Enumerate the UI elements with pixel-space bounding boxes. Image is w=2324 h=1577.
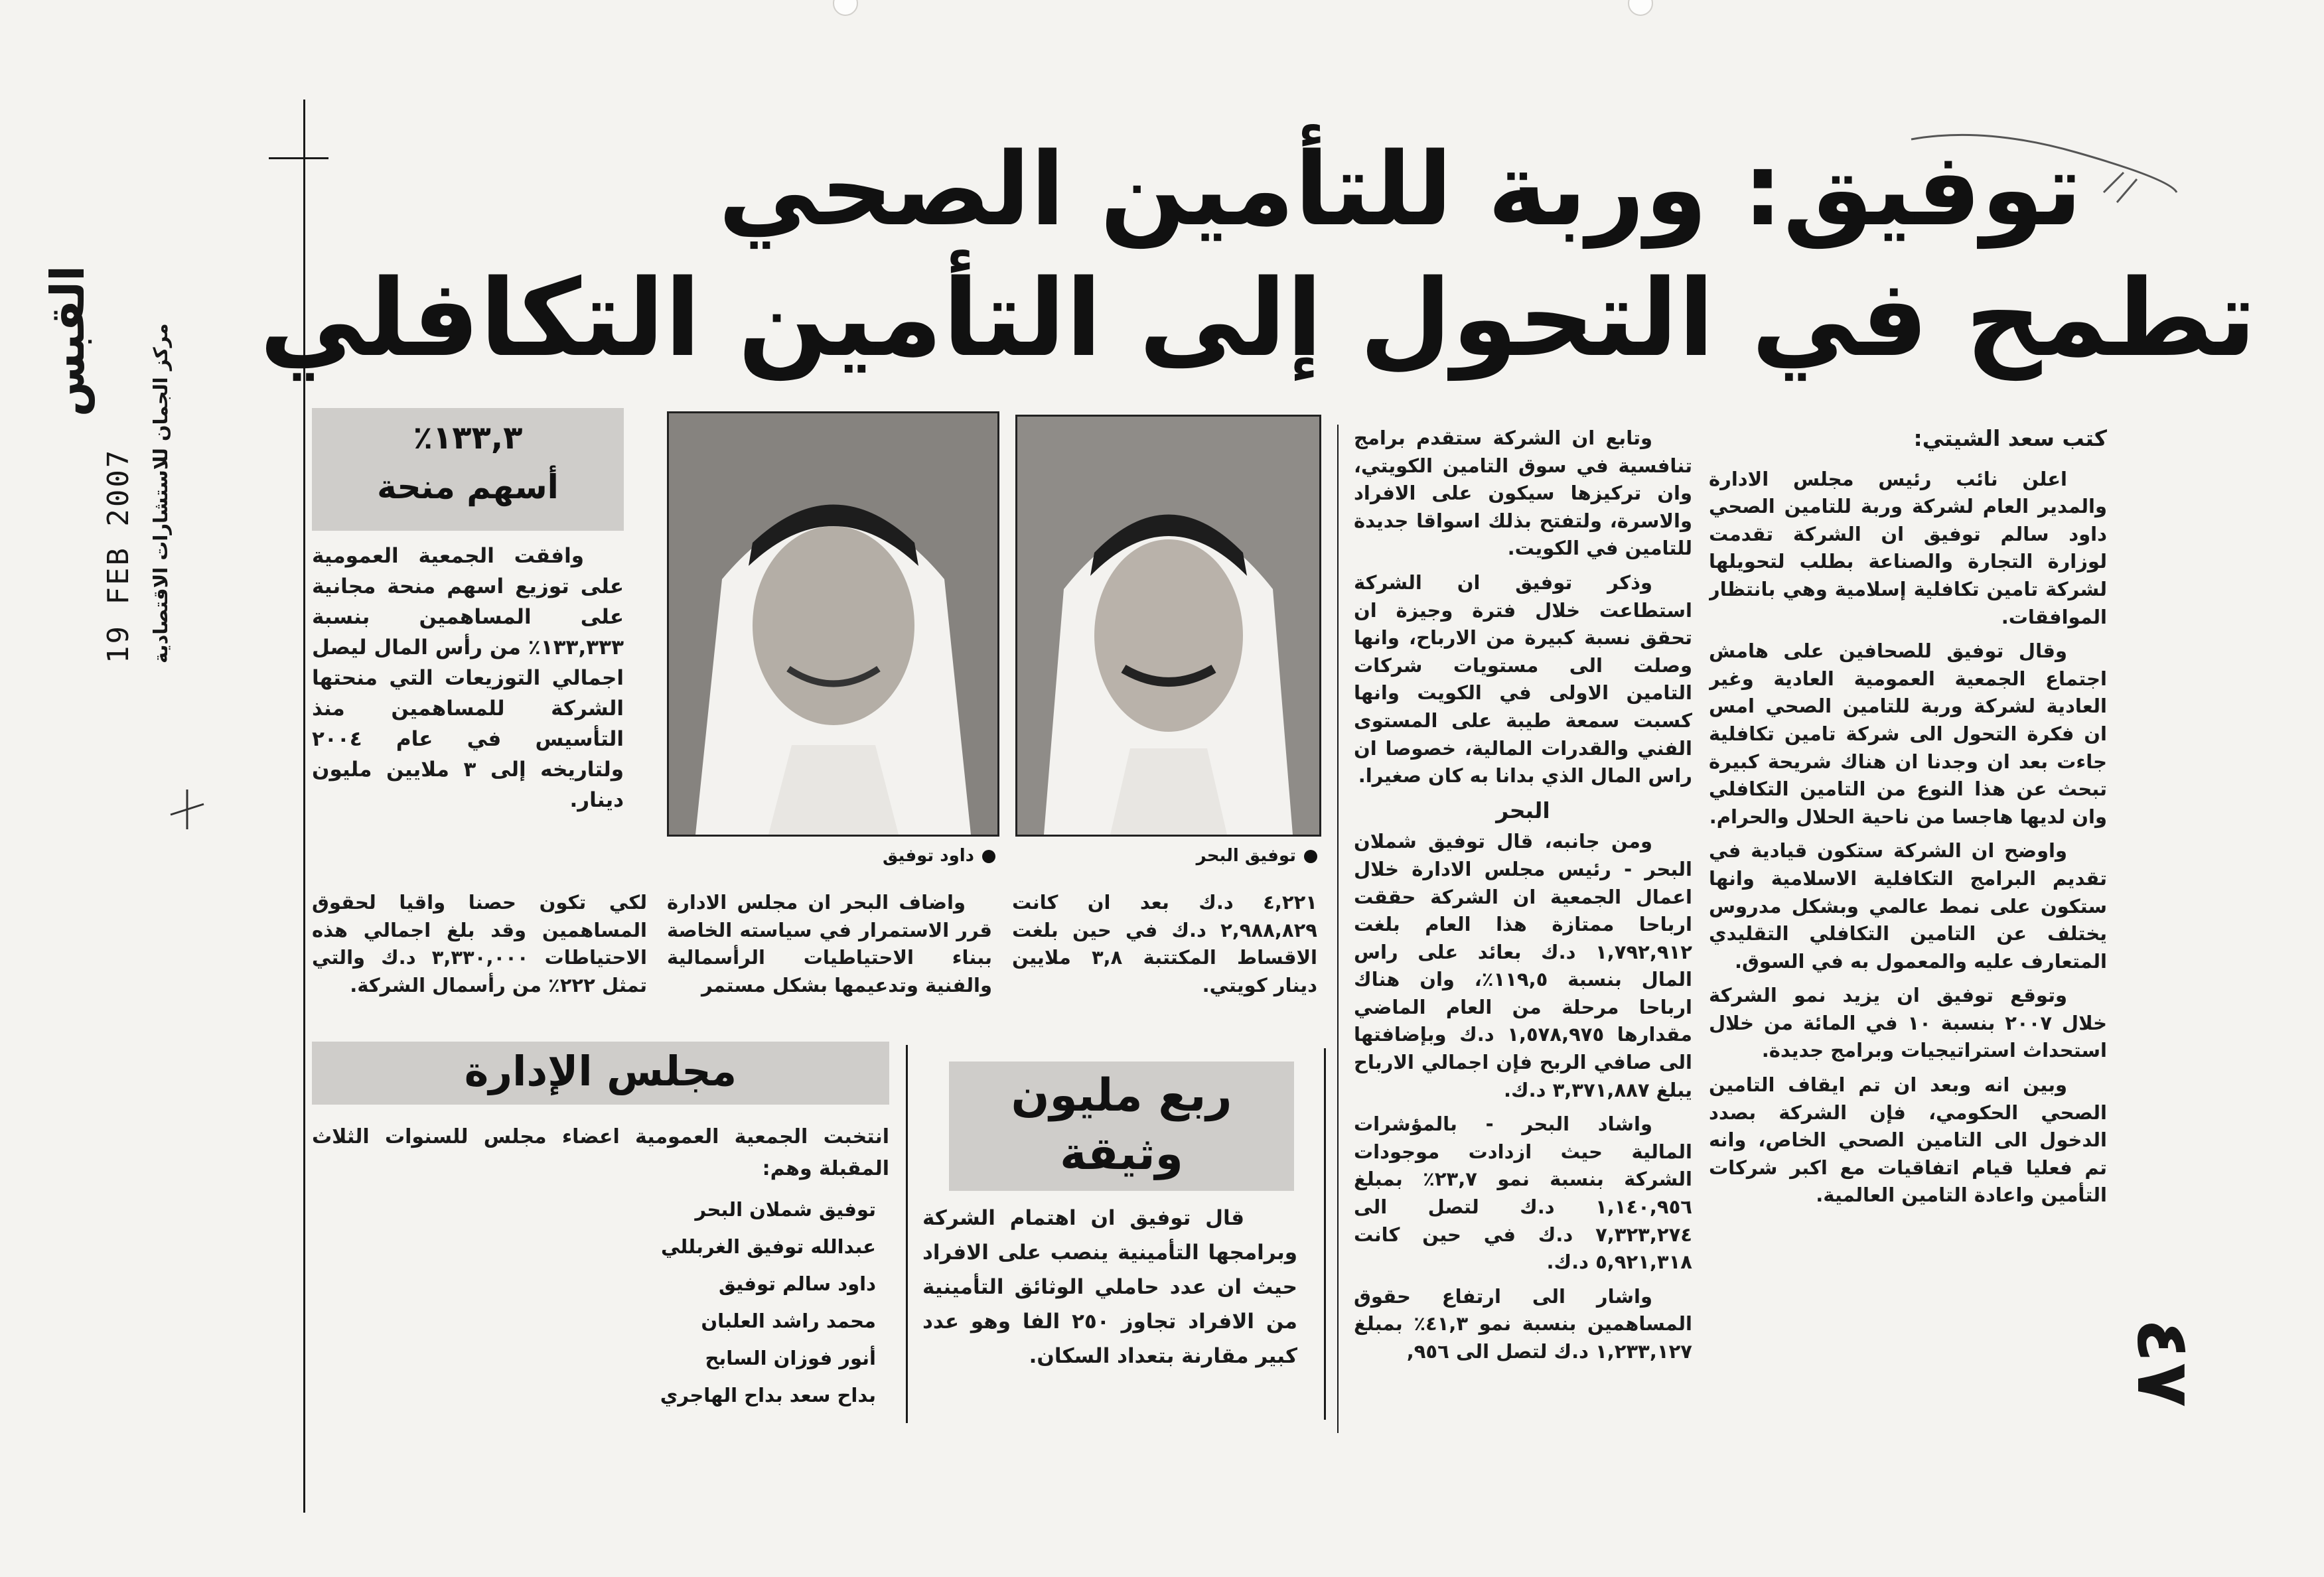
under-photo-paragraph: واضاف البحر ان مجلس الادارة قرر الاستمرار في سياسته الخاصة ببناء الاحتياطيات الرأسمالية والفنية وتدعيمها بشكل مستمر [667, 891, 992, 996]
col2-paragraph: وذكر توفيق ان الشركة استطاعت خلال فترة وجيزة ان تحقق نسبة كبيرة من الارباح، وانها وصلت الى مستويات شركات التامين الاولى في الكويت وانها كسبت سمعة طيبة على المستوى الفني والقدرات المالية، خصوصا ان راس المال الذي بدانا به كان صغيرا. [1354, 571, 1692, 788]
portrait-photo-2 [667, 411, 999, 837]
quarter-box-title-1: ربع مليون [1011, 1069, 1232, 1122]
byline: كتب سعد الشيتي: [1913, 425, 2107, 451]
board-box-title: مجلس الإدارة [464, 1047, 737, 1095]
pen-mark-left [167, 789, 207, 829]
article-column-1 [1709, 425, 2107, 1460]
board-member: أنور فوزان السابح [705, 1347, 876, 1369]
article-column-2 [1354, 425, 1692, 1433]
under-photo-paragraph: ٤,٢٢١ د.ك بعد ان كانت ٢,٩٨٨,٨٢٩ د.ك في حين بلغت الاقساط المكتتبة ٣,٨ ملايين دينار كويتي. [1012, 891, 1317, 996]
col2-paragraph: واشار الى ارتفاع حقوق المساهمين بنسبة نمو ٤١,٣٪ بمبلغ ١,٢٣٣,١٢٧ د.ك لتصل الى ٩٥٦, [1354, 1284, 1692, 1363]
board-member: توفيق شملان البحر [695, 1198, 876, 1221]
col2-paragraph: واشاد البحر - بالمؤشرات المالية حيث ازدادت موجودات الشركة بنسبة نمو ٢٣,٧٪ بمبلغ ١,١٤٠,٩٥٦ د.ك لتصل الى ٧,٣٢٣,٢٧٤ د.ك في حين كانت ٥,٩٢١,٣١٨ د.ك. [1354, 1113, 1692, 1274]
column-divider [1337, 425, 1339, 1433]
box-divider [906, 1045, 908, 1423]
board-members-list [465, 1191, 876, 1414]
page-number: ٤٧ [2121, 1318, 2206, 1408]
col2-paragraph: ومن جانبه، قال توفيق شملان البحر - رئيس مجلس الادارة خلال اعمال الجمعية ان الشركة حققت ارباحا ممتازة هذا العام بلغت ١,٧٩٢,٩١٢ د.ك بعائد على راس المال بنسبة ١١٩,٥٪، وان هناك ارباحا مرحلة من العام الماضي مقدارها ١,٥٧٨,٩٧٥ د.ك وبإضافتها الى صافي الربح فإن اجمالي الارباح يبلغ ٣,٣٧١,٨٨٧ د.ك. [1354, 830, 1692, 1101]
photo-caption-2: داود توفيق [796, 846, 995, 866]
masthead-date: 19 FEB 2007 [102, 448, 135, 663]
punch-hole-right [1628, 0, 1653, 16]
masthead-stamp [36, 265, 189, 663]
col1-paragraph: وبين انه وبعد ان تم ايقاف التامين الصحي الحكومي، فإن الشركة بصدد الدخول الى التامين الصحي الخاص، وانه تم فعليا قيام اتفاقيات مع اكبر شركات التأمين واعادة التامين العالمية. [1709, 1073, 2107, 1207]
portrait-figure-icon [1017, 417, 1319, 835]
board-member: محمد راشد العلبان [701, 1310, 876, 1332]
col1-paragraph: اعلن نائب رئيس مجلس الادارة والمدير العام لشركة وربة للتامين الصحي داود سالم توفيق ان الشركة تقدمت لوزارة التجارة والصناعة بطلب لتحويلها لشركة تامين تكافلية إسلامية وهي بانتظار الموافقات. [1709, 467, 2107, 628]
side-box-paragraph: وافقت الجمعية العمومية على توزيع اسهم منحة مجانية على المساهمين بنسبة ١٣٣,٣٣٣٪ من رأس المال ليصل اجمالي التوزيعات التي منحتها الشركة للمساهمين منذ التأسيس في عام ٢٠٠٤ ولتاريخه إلى ٣ ملايين مليون دينار. [312, 544, 624, 812]
margin-tick [269, 157, 328, 159]
board-member: داود سالم توفيق [719, 1272, 876, 1295]
side-box-percent: ١٣٣,٣٪ [413, 419, 523, 456]
board-member: بداح سعد بداح الهاجري [660, 1384, 876, 1406]
board-member: عبدالله توفيق الغربللي [660, 1235, 876, 1258]
col2-subhead: البحر [1496, 797, 1550, 823]
bullet-icon [1304, 850, 1317, 863]
under-photo-paragraph: لكي تكون حصنا واقيا لحقوق المساهمين وقد بلغ اجمالي هذه الاحتياطات ٣,٣٣٠,٠٠٠ د.ك والتي تمثل ٢٢٢٪ من رأسمال الشركة. [312, 891, 647, 996]
col1-paragraph: واوضح ان الشركة ستكون قيادية في تقديم البرامج التكافلية الاسلامية وانها ستكون على نمط عالمي وبشكل مدروس يختلف عن التامين التكافلي التقليدي المتعارف عليه والمعمول به في السوق. [1709, 839, 2107, 973]
quarter-box-text [922, 1201, 1297, 1420]
quarter-box-title-2: وثيقة [1060, 1128, 1183, 1180]
under-photo-column-2 [667, 889, 992, 1035]
col1-paragraph: وتوقع توفيق ان يزيد نمو الشركة خلال ٢٠٠٧ بنسبة ١٠ في المائة من خلال استحداث استراتيجيات وبرامج جديدة. [1709, 984, 2107, 1062]
col2-paragraph: وتابع ان الشركة ستقدم برامج تنافسية في سوق التامين الكويتي، وان تركيزها سيكون على الافراد والاسرة، ولتفتح بذلك اسواقا جديدة للتامين في الكويت. [1354, 427, 1692, 560]
under-photo-column-1 [1012, 889, 1317, 1035]
punch-hole-left [833, 0, 858, 16]
box-divider [1324, 1048, 1326, 1420]
portrait-photo-1 [1015, 415, 1321, 837]
quarter-box-paragraph: قال توفيق ان اهتمام الشركة وبرامجها التأمينية ينصب على الافراد حيث ان عدد حاملي الوثائق التأمينية من الافراد تجاوز ٢٥٠ الفا وهو عدد كبير مقارنة بتعداد السكان. [922, 1206, 1297, 1368]
board-intro-paragraph: انتخبت الجمعية العمومية اعضاء مجلس للسنوات الثلاث المقبلة وهم: [312, 1125, 889, 1180]
headline-line-2: تطمح في التحول إلى التأمين التكافلي [259, 256, 2256, 380]
board-box-intro [312, 1121, 889, 1188]
col1-paragraph: وقال توفيق للصحافين على هامش اجتماع الجمعية العمومية العادية وغير العادية لشركة وربة للتامين الصحي امس ان فكرة التحول الى شركة تامين تكافلية جاءت بعد ان وجدنا ان هناك شريحة كبيرة تبحث عن هذا النوع من التامين التكافلي وان لديها هاجسا من ناحية الحلال والحرام. [1709, 640, 2107, 828]
photo-caption-1: توفيق البحر [1128, 846, 1317, 866]
masthead-center-label: مركز الجمان للاستشارات الاقتصادية [149, 323, 172, 663]
headline-line-1: توفيق: وربة للتأمين الصحي [718, 131, 2082, 248]
side-box-title: أسهم منحة [377, 468, 559, 506]
under-photo-column-3 [312, 889, 647, 1035]
masthead-logo: القبس [40, 265, 95, 417]
side-box-text [312, 541, 624, 859]
bullet-icon [982, 850, 995, 863]
portrait-figure-icon [669, 413, 997, 835]
pen-scribble [1905, 113, 2183, 212]
